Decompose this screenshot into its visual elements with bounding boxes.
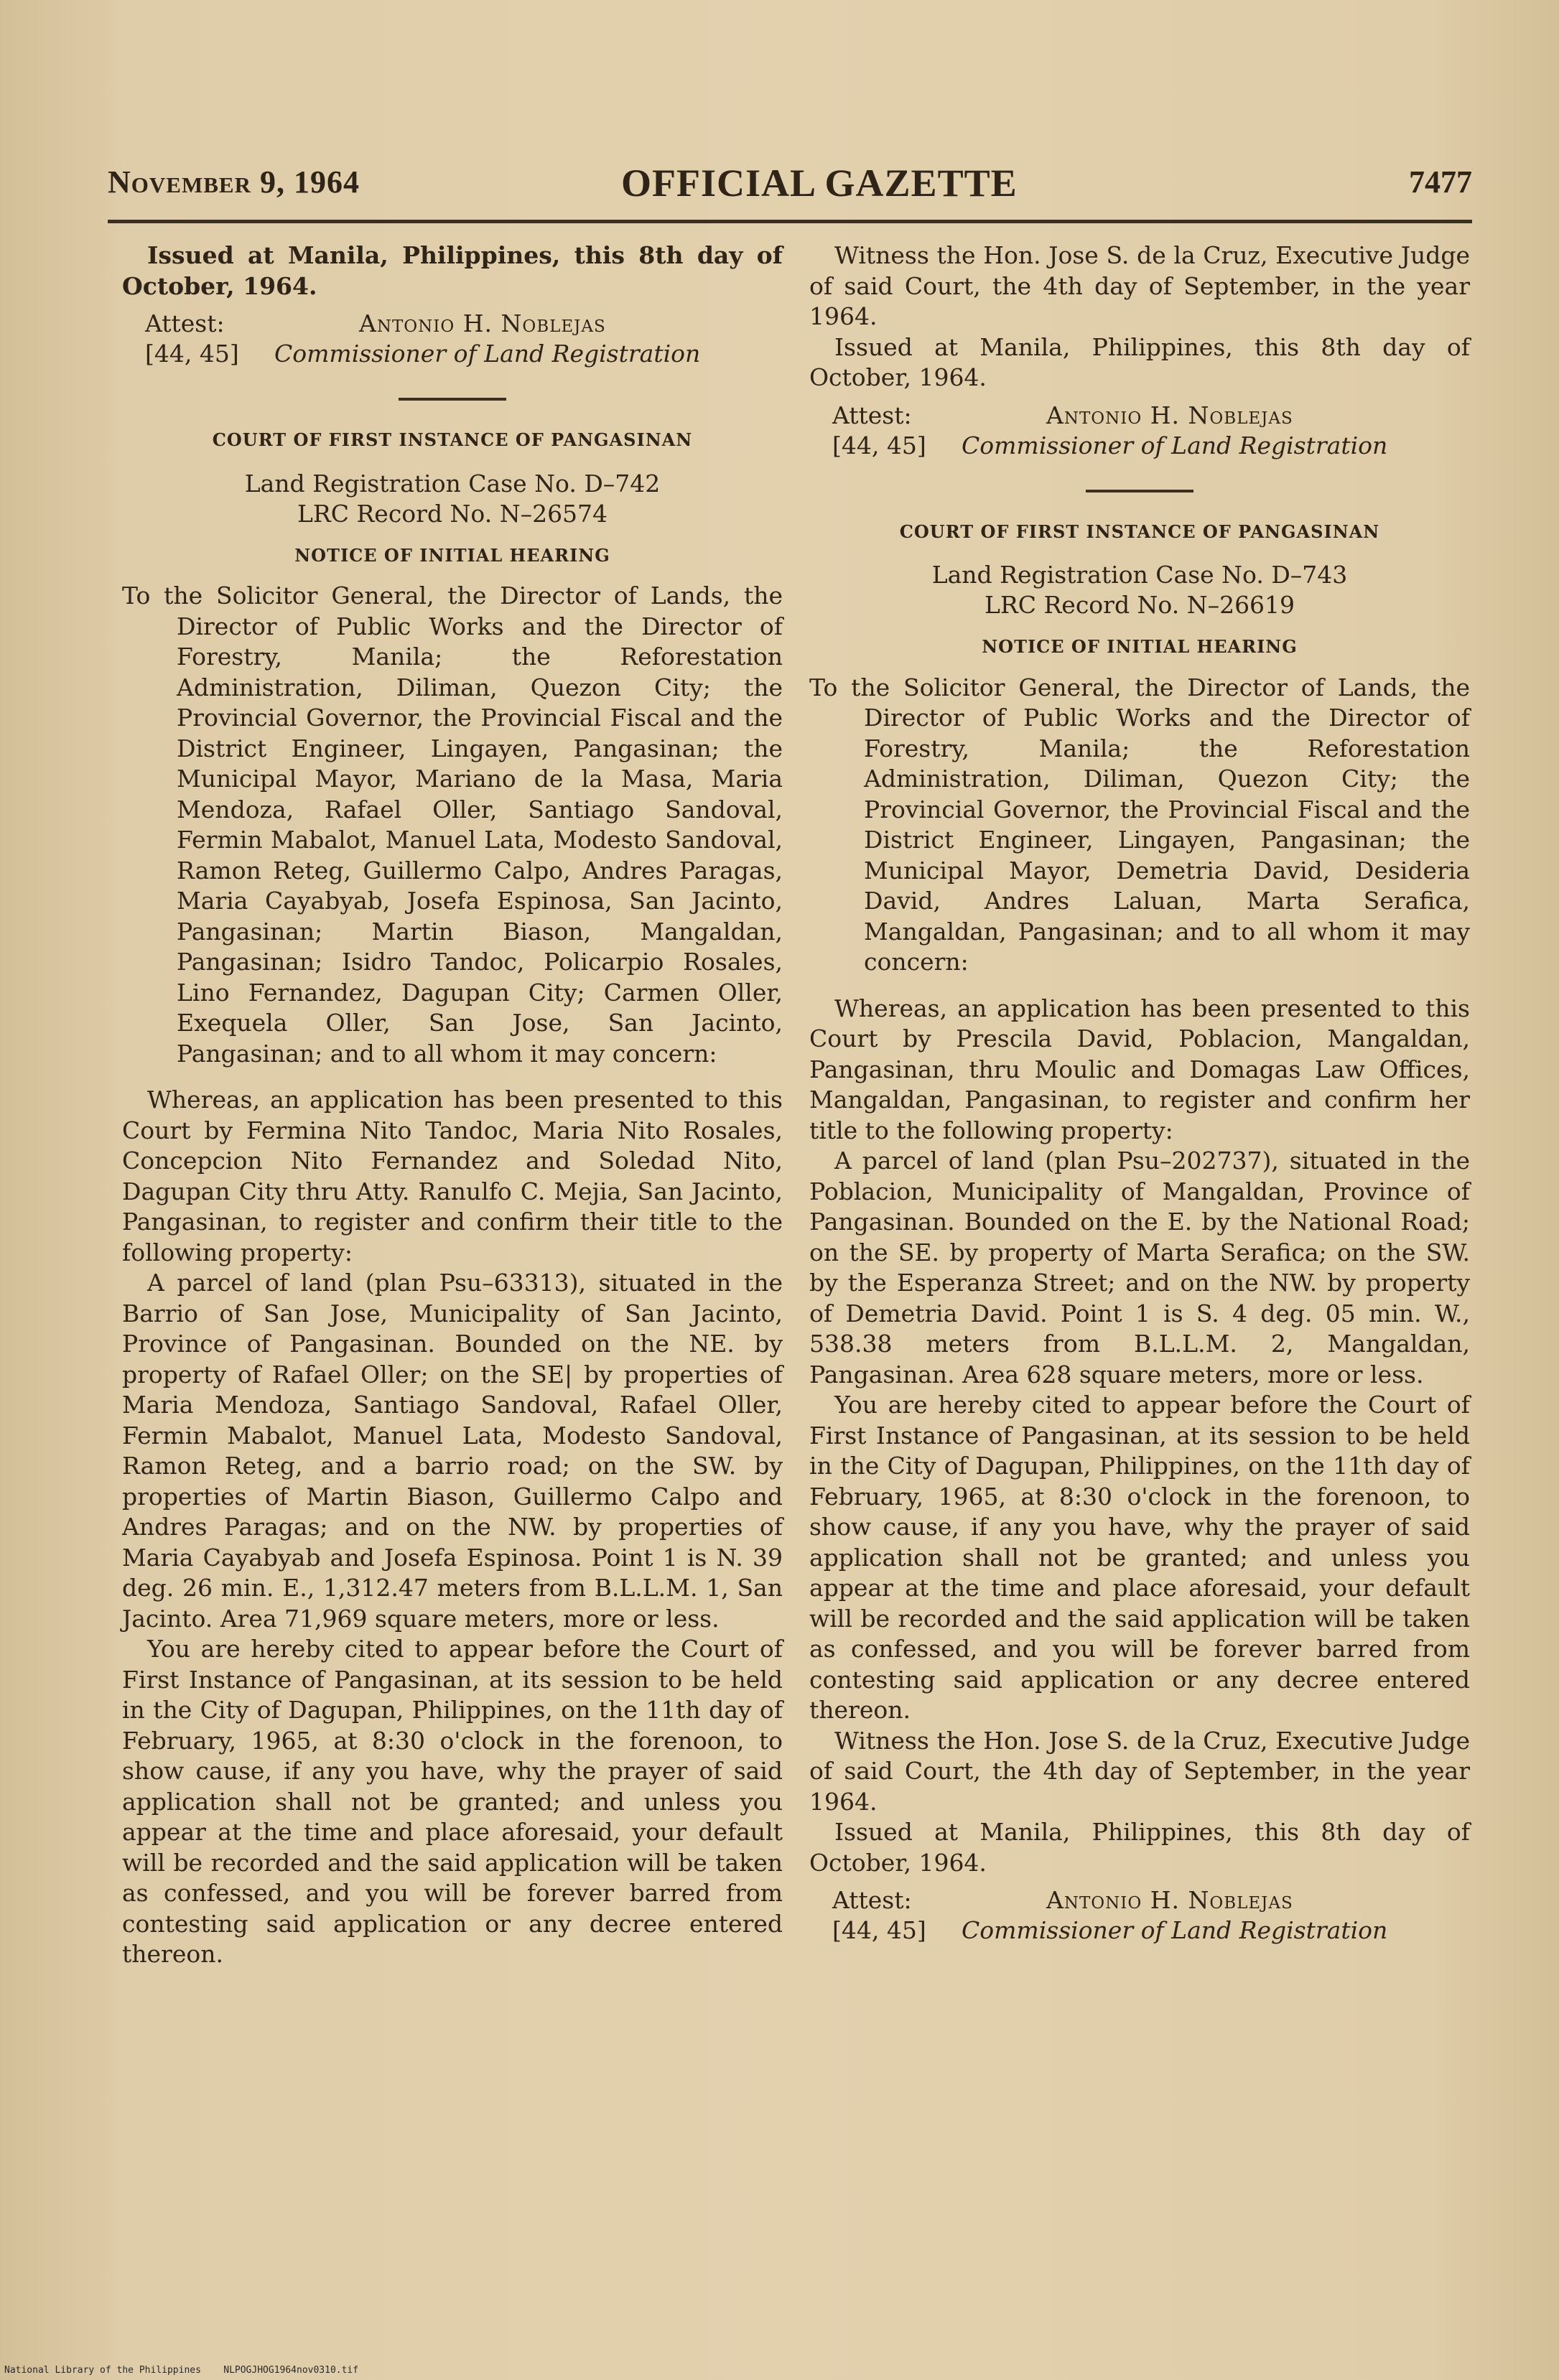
attest-reference: [44, 45] <box>832 431 926 459</box>
attest-title: Commissioner of Land Registration <box>274 340 701 368</box>
left-column <box>122 241 783 1970</box>
court-heading: COURT OF FIRST INSTANCE OF PANGASINAN <box>899 521 1380 542</box>
attest-name: Antonio H. Noblejas <box>1046 1886 1293 1914</box>
addressees-paragraph: To the Solicitor General, the Director of Lands, the Director of Public Works and the Director of Forestry, Manila; the Reforestation Administration, Diliman, Quezon City; the Provincial Governor, the Provincial Fiscal and the District Engineer, Lingayen, Pangasinan; the Municipal Mayor, Mariano de la Masa, Maria Mendoza, Rafael Oller, Santiago Sandoval, Fermin Mabalot, Manuel Lata, Modesto Sandoval, Ramon Reteg, Guillermo Calpo, Andres Paragas, Maria Cayabyab, Josefa Espinosa, San Jacinto, Pangasinan; Martin Biason, Mangaldan, Pangasinan; Isidro Tandoc, Policarpio Rosales, Lino Fernandez, Dagupan City; Carmen Oller, Exequela Oller, San Jose, San Jacinto, Pangasinan; and to all whom it may concern: <box>122 582 783 1068</box>
witness-paragraph: Witness the Hon. Jose S. de la Cruz, Executive Judge of said Court, the 4th day of September, in the year 1964. <box>809 1726 1470 1816</box>
notice-heading: NOTICE OF INITIAL HEARING <box>982 636 1298 657</box>
header-date: November 9, 1964 <box>108 164 360 200</box>
witness-paragraph: Witness the Hon. Jose S. de la Cruz, Executive Judge of said Court, the 4th day of September, in the year 1964. <box>809 241 1470 330</box>
lrc-record-number: LRC Record No. N–26619 <box>984 591 1295 619</box>
section-divider <box>1086 490 1193 493</box>
case-number: Land Registration Case No. D–742 <box>244 469 661 498</box>
scan-footer <box>4 2365 358 2376</box>
parcel-paragraph: A parcel of land (plan Psu–63313), situated in the Barrio of San Jose, Municipality of San Jacinto, Province of Pangasinan. Bounded on the NE. by property of Rafael Oller; on the SE| by properties of Maria Mendoza, Santiago Sandoval, Rafael Oller, Fermin Mabalot, Manuel Lata, Modesto Sandoval, Ramon Reteg, and a barrio road; on the SW. by properties of Martin Biason, Guillermo Calpo and Andres Paragas; and on the NW. by properties of Maria Cayabyab and Josefa Espinosa. Point 1 is N. 39 deg. 26 min. E., 1,312.47 meters from B.L.L.M. 1, San Jacinto. Area 71,969 square meters, more or less. <box>122 1269 783 1633</box>
issued-paragraph: Issued at Manila, Philippines, this 8th day of October, 1964. <box>809 332 1470 391</box>
issued-paragraph: Issued at Manila, Philippines, this 8th day of October, 1964. <box>809 1818 1470 1877</box>
attest-label: Attest: <box>145 309 225 337</box>
attest-name: Antonio H. Noblejas <box>359 309 606 337</box>
header-rule <box>108 220 1472 223</box>
attest-reference: [44, 45] <box>145 340 239 368</box>
page-number: 7477 <box>1409 164 1472 200</box>
whereas-paragraph: Whereas, an application has been presented to this Court by Prescila David, Poblacion, Mangaldan, Pangasinan, thru Moulic and Domagas Law Offices, Mangaldan, Pangasinan, to register and confirm her title to the following property: <box>809 994 1470 1144</box>
attest-title: Commissioner of Land Registration <box>962 431 1388 459</box>
cited-paragraph: You are hereby cited to appear before the Court of First Instance of Pangasinan, at its session to be held in the City of Dagupan, Philippines, on the 11th day of February, 1965, at 8:30 o'clock in the forenoon, to show cause, if any you have, why the prayer of said application shall not be granted; and unless you appear at the time and place aforesaid, your default will be recorded and the said application will be taken as confessed, and you will be forever barred from contesting said application or any decree entered thereon. <box>122 1635 783 1968</box>
right-column <box>809 241 1470 1947</box>
whereas-paragraph: Whereas, an application has been presented to this Court by Fermina Nito Tandoc, Maria Nito Rosales, Concepcion Nito Fernandez and Soledad Nito, Dagupan City thru Atty. Ranulfo C. Mejia, San Jacinto, Pangasinan, to register and confirm their title to the following property: <box>122 1086 783 1266</box>
lrc-record-number: LRC Record No. N–26574 <box>297 499 608 528</box>
header-title: OFFICIAL GAZETTE <box>621 162 1018 205</box>
attest-block <box>122 309 783 370</box>
attest-block <box>809 1885 1470 1947</box>
attest-title: Commissioner of Land Registration <box>962 1916 1388 1944</box>
attest-block <box>809 401 1470 462</box>
attest-label: Attest: <box>832 1886 912 1914</box>
attest-label: Attest: <box>832 401 912 429</box>
footer-library: National Library of the Philippines <box>4 2365 201 2376</box>
attest-name: Antonio H. Noblejas <box>1046 401 1293 429</box>
parcel-paragraph: A parcel of land (plan Psu–202737), situated in the Poblacion, Municipality of Mangaldan, Province of Pangasinan. Bounded on the E. by the National Road; on the SE. by property of Marta Serafica; on the SW. by the Esperanza Street; and on the NW. by property of Demetria David. Point 1 is S. 4 deg. 05 min. W., 538.38 meters from B.L.L.M. 2, Mangaldan, Pangasinan. Area 628 square meters, more or less. <box>809 1147 1470 1389</box>
attest-reference: [44, 45] <box>832 1916 926 1944</box>
cited-paragraph: You are hereby cited to appear before the Court of First Instance of Pangasinan, at its session to be held in the City of Dagupan, Philippines, on the 11th day of February, 1965, at 8:30 o'clock in the forenoon, to show cause, if any you have, why the prayer of said application shall not be granted; and unless you appear at the time and place aforesaid, your default will be recorded and the said application will be taken as confessed, and you will be forever barred from contesting said application or any decree entered thereon. <box>809 1391 1470 1724</box>
footer-filename: NLPOGJHOG1964nov0310.tif <box>223 2365 359 2376</box>
page-header <box>108 164 1472 207</box>
issued-paragraph: Issued at Manila, Philippines, this 8th day of October, 1964. <box>122 241 783 300</box>
court-heading: COURT OF FIRST INSTANCE OF PANGASINAN <box>212 429 693 450</box>
addressees-paragraph: To the Solicitor General, the Director of Lands, the Director of Public Works and the Director of Forestry, Manila; the Reforestation Administration, Diliman, Quezon City; the Provincial Governor, the Provincial Fiscal and the District Engineer, Lingayen, Pangasinan; the Municipal Mayor, Demetria David, Desideria David, Andres Laluan, Marta Serafica, Mangaldan, Pangasinan; and to all whom it may concern: <box>809 673 1470 976</box>
case-number: Land Registration Case No. D–743 <box>931 561 1348 589</box>
section-divider <box>399 398 506 401</box>
notice-heading: NOTICE OF INITIAL HEARING <box>294 544 610 566</box>
